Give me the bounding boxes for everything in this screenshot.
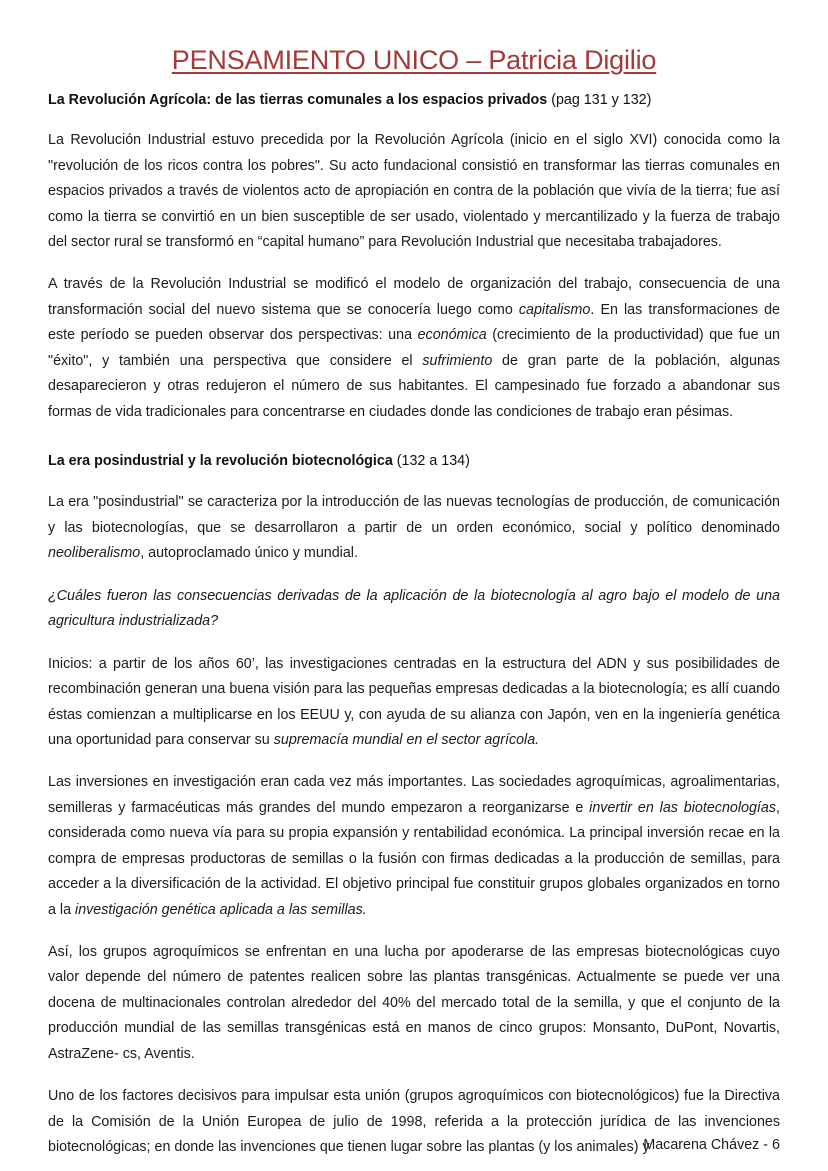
page-footer: Macarena Chávez - 6: [643, 1137, 780, 1153]
paragraph-inicios-adn: [48, 652, 780, 754]
paragraph-text-segment: Inicios: a partir de los años 60’, las investigaciones centradas en la estructura del ADN y sus posibilidades de recombinación generan una buena visión para las pequeñas empresas dedicadas a la biotecnología; es allí cuando éstas comienzan a multiplicarse en los EEUU y, con ayuda de su alianza con Japón, ven en la ingeniería genética una oportunidad para conservar su: [48, 655, 780, 748]
section-heading-posindustrial-pages: (132 a 134): [392, 453, 470, 469]
section-heading-agricola: [48, 90, 780, 111]
italic-supremacia-mundial: supremacía mundial en el sector agrícola.: [273, 731, 540, 748]
page-title: [48, 44, 780, 78]
paragraph-text-segment: (crecimiento de la productividad) que fue un "éxito", y también una perspectiva que considere el: [48, 327, 780, 369]
paragraph-text-segment: , considerada como nueva vía para su propia expansión y rentabilidad económica. La principal inversión recae en la compra de empresas productoras de semillas o la fusión con firmas dedicadas a la producción de semillas, para acceder a la diversificación de la actividad. El objetivo principal fue constituir grupos globales organizados en torno a la: [48, 799, 780, 918]
paragraph-text-segment: , autoproclamado único y mundial.: [140, 545, 358, 562]
section-heading-agricola-title: La Revolución Agrícola: de las tierras comunales a los espacios privados: [48, 91, 548, 108]
paragraph-revolucion-industrial: La Revolución Industrial estuvo precedida por la Revolución Agrícola (inicio en el siglo XVI) conocida como la "revolución de los ricos contra los pobres". Su acto fundacional consistió en transformar las tierras comunales en espacios privados a través de violentos acto de apropiación en contra de la población que vivía de la tierra; fue así como la tierra se convirtió en un bien susceptible de ser usado, violentado y mercantilizado y la fuerza de trabajo del sector rural se transformó en “capital humano” para Revolución Industrial que necesitaba trabajadores.: [48, 132, 780, 250]
italic-sufrimiento: sufrimiento: [422, 352, 493, 369]
paragraph-text-segment: A través de la Revolución Industrial se modificó el modelo de organización del trabajo, consecuencia de una transformación social del nuevo sistema que se conocería luego como: [48, 276, 780, 318]
section-heading-posindustrial: [48, 451, 780, 472]
paragraph-grupos-agroquimicos: Así, los grupos agroquímicos se enfrentan en una lucha por apoderarse de las empresas biotecnológicas cuyo valor depende del número de patentes realicen sobre las plantas transgénicas. Actualmente se puede ver una docena de multinacionales controlan alrededor del 40% del mercado total de la semilla, y que el conjunto de la producción mundial de las semillas transgénicas está en manos de cinco grupos: Monsanto, DuPont, Novartis, AstraZene- cs, Aventis.: [48, 944, 780, 1062]
paragraph-text-segment: de gran parte de la población, algunas desaparecieron y otras redujeron el número de sus habitantes. El campesinado fue forzado a abandonar sus formas de vida tradicionales para concentrarse en ciudades donde las condiciones de trabajo eran pésimas.: [48, 352, 781, 420]
italic-neoliberalismo: neoliberalismo: [48, 545, 141, 562]
paragraph-inversiones-investigacion: [48, 770, 780, 923]
italic-capitalismo: capitalismo: [518, 301, 591, 318]
paragraph-text-segment: Las inversiones en investigación eran cada vez más importantes. Las sociedades agroquímicas, agroalimentarias, semilleras y farmacéuticas más grandes del mundo empezaron a reorganizarse e: [48, 774, 780, 816]
paragraph-text-segment: La era "posindustrial" se caracteriza por la introducción de las nuevas tecnologías de producción, de comunicación y las biotecnologías, que se desarrollaron a partir de un orden económico, social y político denominado: [48, 494, 780, 536]
paragraph-directiva-union-europea: Uno de los factores decisivos para impulsar esta unión (grupos agroquímicos con biotecnológicos) fue la Directiva de la Comisión de la Unión Europea de julio de 1998, referida a la protección jurídica de las invenciones biotecnológicas; en donde las invenciones que tienen lugar sobre las plantas (y los animales) y: [48, 1088, 780, 1156]
section-heading-posindustrial-title: La era posindustrial y la revolución biotecnológica: [48, 453, 393, 469]
italic-invertir-biotecnologias: invertir en las biotecnologías: [589, 799, 777, 816]
italic-investigacion-genetica: investigación genética aplicada a las semillas.: [75, 901, 367, 918]
paragraph-modelo-organizacion: [48, 272, 780, 425]
paragraph-text-segment: . En las transformaciones de este período se pueden observar dos perspectivas: una: [48, 301, 780, 344]
section-heading-agricola-pages: (pag 131 y 132): [547, 91, 652, 108]
page-title-text: PENSAMIENTO UNICO – Patricia Digilio: [171, 45, 657, 75]
paragraph-question-biotecnologia: ¿Cuáles fueron las consecuencias derivadas de la aplicación de la biotecnología al agro bajo el modelo de una agricultura industrializada?: [48, 587, 780, 630]
paragraph-era-posindustrial: [48, 490, 780, 566]
italic-economica: económica: [417, 327, 487, 344]
